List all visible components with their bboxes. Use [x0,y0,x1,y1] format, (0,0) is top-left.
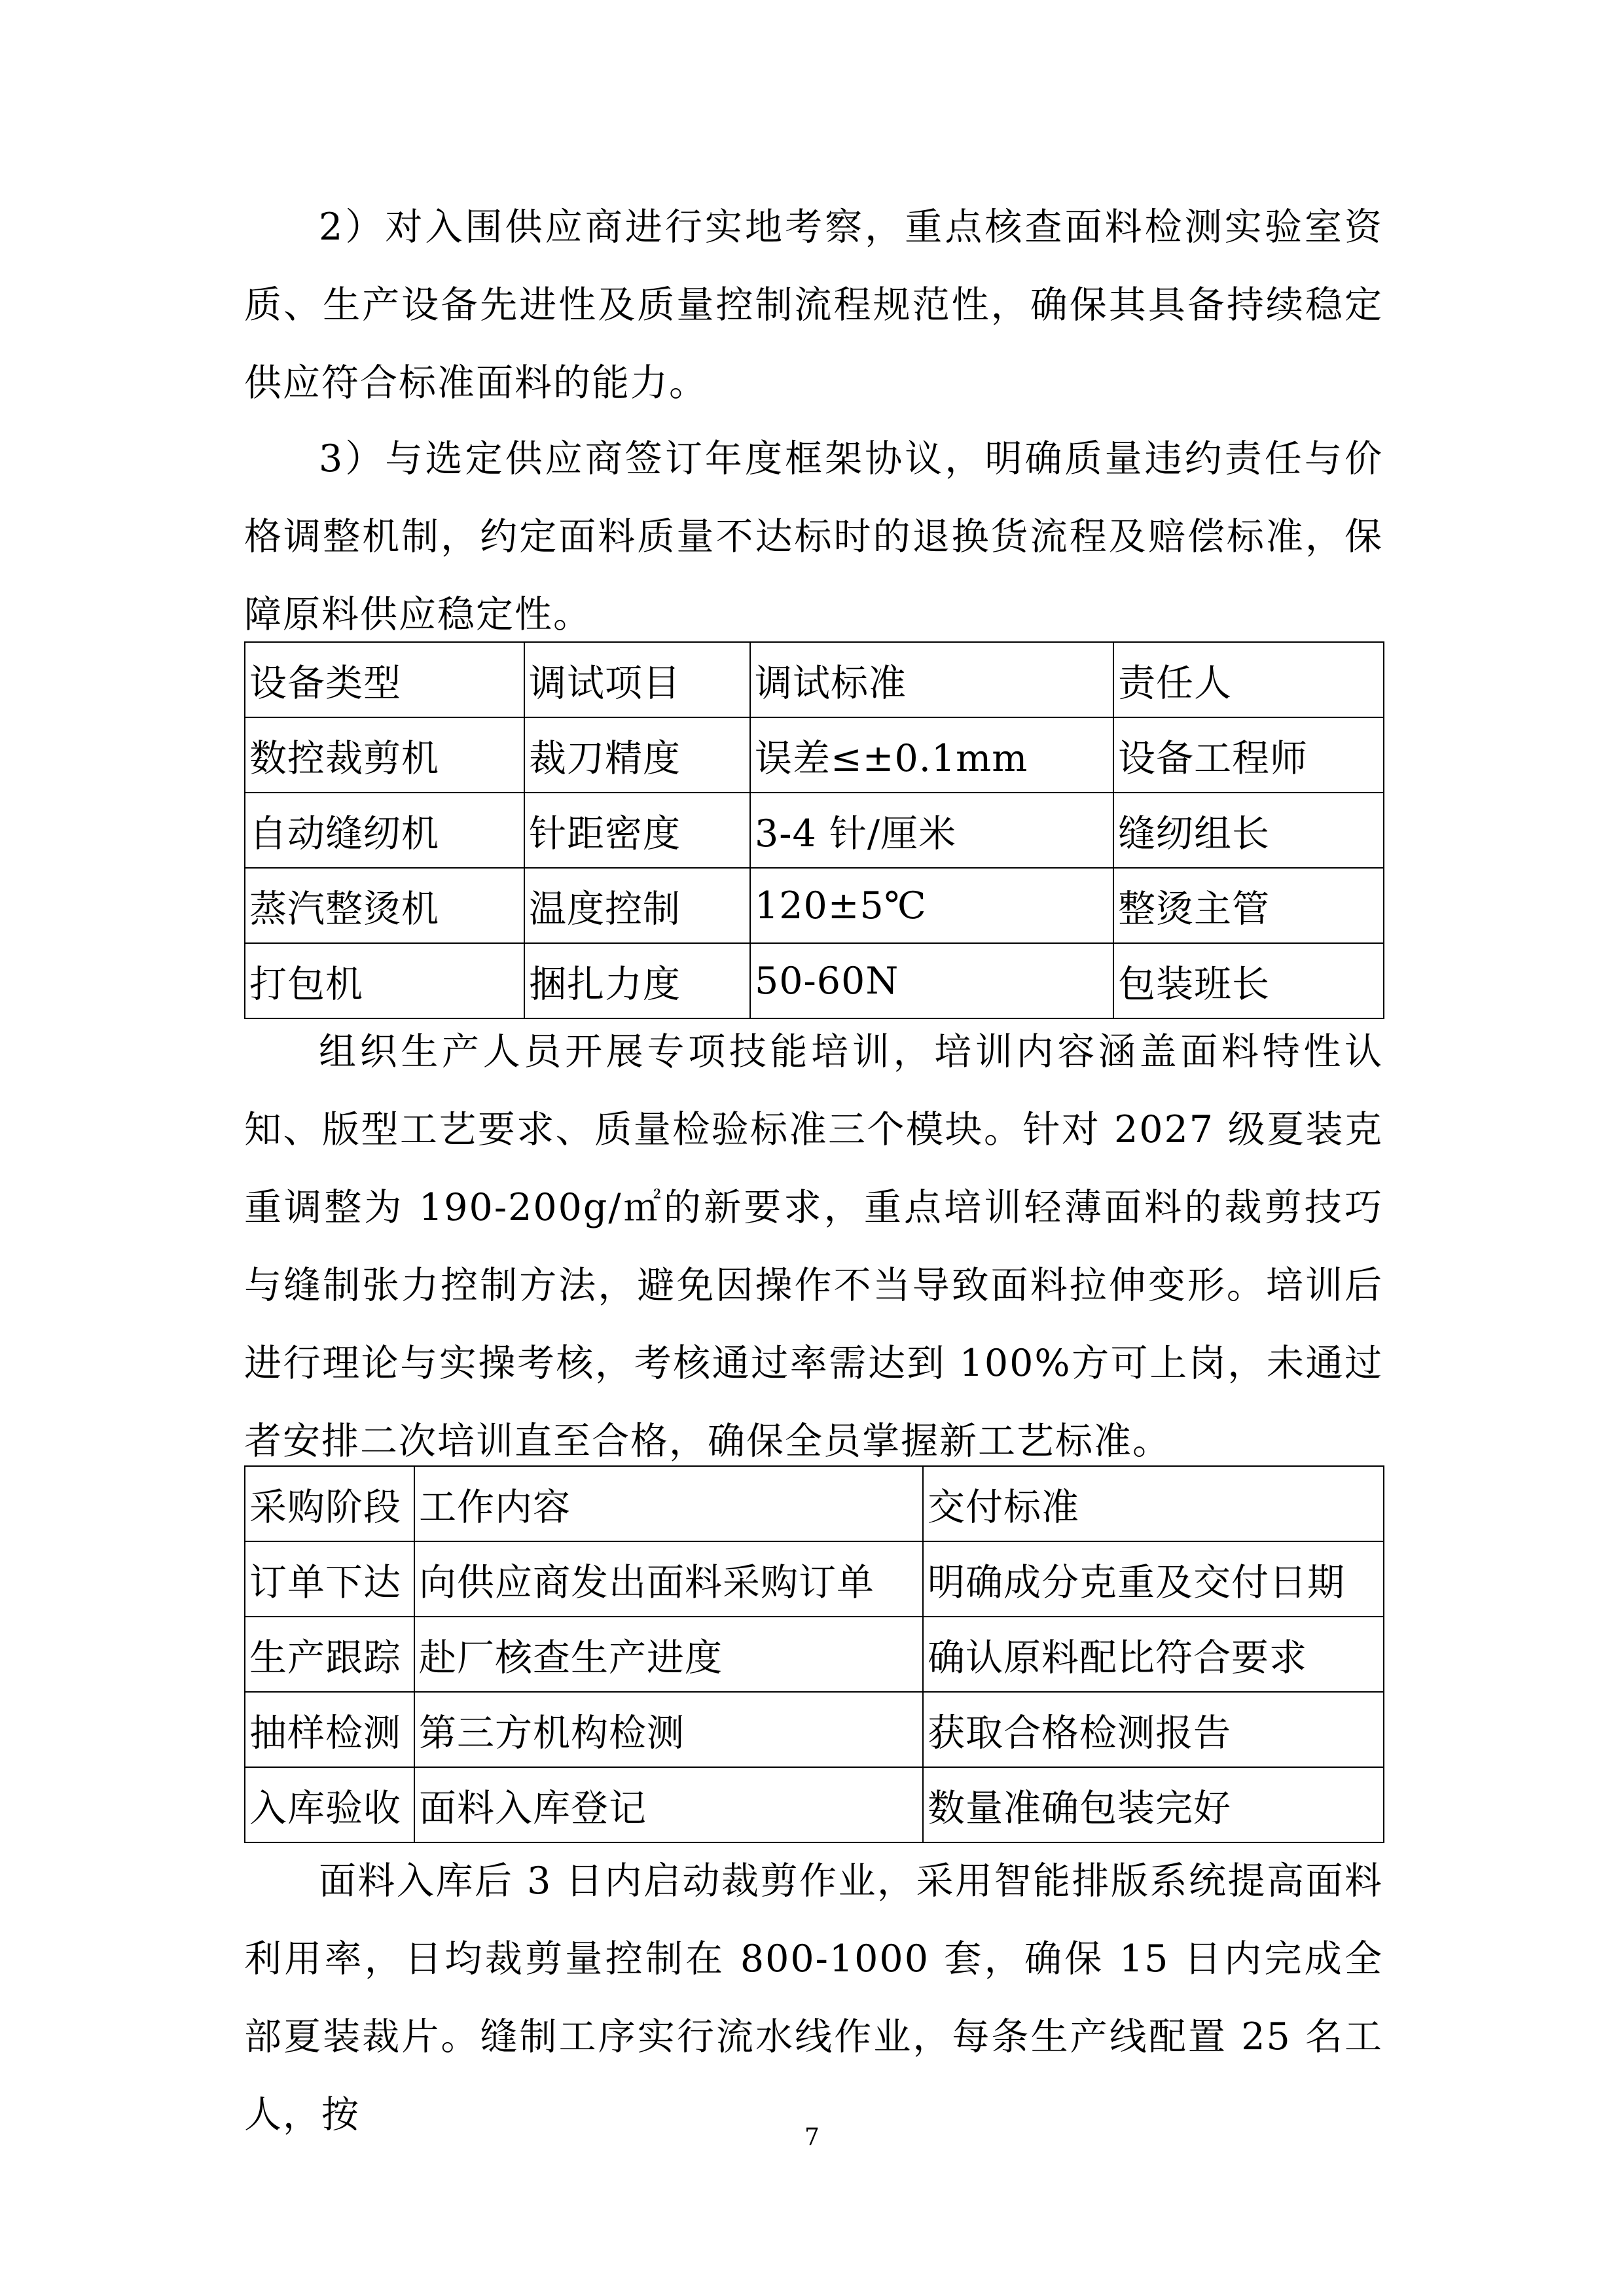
table-header-cell: 调试标准 [750,642,1113,717]
table-header-cell: 采购阶段 [245,1466,414,1541]
equipment-debug-table [244,641,1384,1019]
table-cell: 自动缝纫机 [245,793,524,868]
table-header-cell: 工作内容 [414,1466,923,1541]
table-cell: 50-60N [750,943,1113,1018]
table-row [245,793,1384,868]
table-cell: 3-4 针/厘米 [750,793,1113,868]
table-cell: 明确成分克重及交付日期 [923,1541,1384,1617]
table-cell: 误差≤±0.1mm [750,717,1113,793]
table-cell: 蒸汽整烫机 [245,868,524,943]
table-cell: 针距密度 [524,793,750,868]
table-cell: 赴厂核查生产进度 [414,1617,923,1692]
table-cell: 温度控制 [524,868,750,943]
table-header-row [245,1466,1384,1541]
table-row [245,943,1384,1018]
table-cell: 裁刀精度 [524,717,750,793]
table-cell: 数量准确包装完好 [923,1767,1384,1842]
page-number: 7 [804,2124,820,2151]
paragraph-cutting-sewing: 面料入库后 3 日内启动裁剪作业，采用智能排版系统提高面料利用率，日均裁剪量控制在 800-1000 套，确保 15 日内完成全部夏装裁片。缝制工序实行流水线作业，每条生产线配置 25 名工人，按 [244,1859,1383,2136]
table-cell: 抽样检测 [245,1692,414,1767]
table-header-cell: 责任人 [1113,642,1384,717]
table-cell: 120±5℃ [750,868,1113,943]
table-row [245,717,1384,793]
table-cell: 向供应商发出面料采购订单 [414,1541,923,1617]
table-cell: 入库验收 [245,1767,414,1842]
table-cell: 生产跟踪 [245,1617,414,1692]
table-cell: 捆扎力度 [524,943,750,1018]
table-row [245,868,1384,943]
table-header-cell: 设备类型 [245,642,524,717]
table-cell: 订单下达 [245,1541,414,1617]
table-cell: 确认原料配比符合要求 [923,1617,1384,1692]
table-header-cell: 调试项目 [524,642,750,717]
table-row [245,1767,1384,1842]
table-cell: 包装班长 [1113,943,1384,1018]
table-cell: 设备工程师 [1113,717,1384,793]
paragraph-framework-agreement: 3）与选定供应商签订年度框架协议，明确质量违约责任与价格调整机制，约定面料质量不达标时的退换货流程及赔偿标准，保障原料供应稳定性。 [244,437,1383,636]
table-cell: 整烫主管 [1113,868,1384,943]
paragraph-skills-training: 组织生产人员开展专项技能培训，培训内容涵盖面料特性认知、版型工艺要求、质量检验标准三个模块。针对 2027 级夏装克重调整为 190-200g/㎡的新要求，重点培训轻薄面料的裁剪技巧与缝制张力控制方法，避免因操作不当导致面料拉伸变形。培训后进行理论与实操考核，考核通过率需达到 100%方可上岗，未通过者安排二次培训直至合格，确保全员掌握新工艺标准。 [244,1030,1383,1463]
table-header-row [245,642,1384,717]
table-cell: 数控裁剪机 [245,717,524,793]
table-cell: 第三方机构检测 [414,1692,923,1767]
table-row [245,1692,1384,1767]
table-cell: 面料入库登记 [414,1767,923,1842]
table-header-cell: 交付标准 [923,1466,1384,1541]
table-cell: 获取合格检测报告 [923,1692,1384,1767]
procurement-stage-table [244,1465,1384,1843]
table-cell: 缝纫组长 [1113,793,1384,868]
table-row [245,1541,1384,1617]
table-cell: 打包机 [245,943,524,1018]
table-row [245,1617,1384,1692]
paragraph-supplier-inspection: 2）对入围供应商进行实地考察，重点核查面料检测实验室资质、生产设备先进性及质量控制流程规范性，确保其具备持续稳定供应符合标准面料的能力。 [244,206,1383,404]
